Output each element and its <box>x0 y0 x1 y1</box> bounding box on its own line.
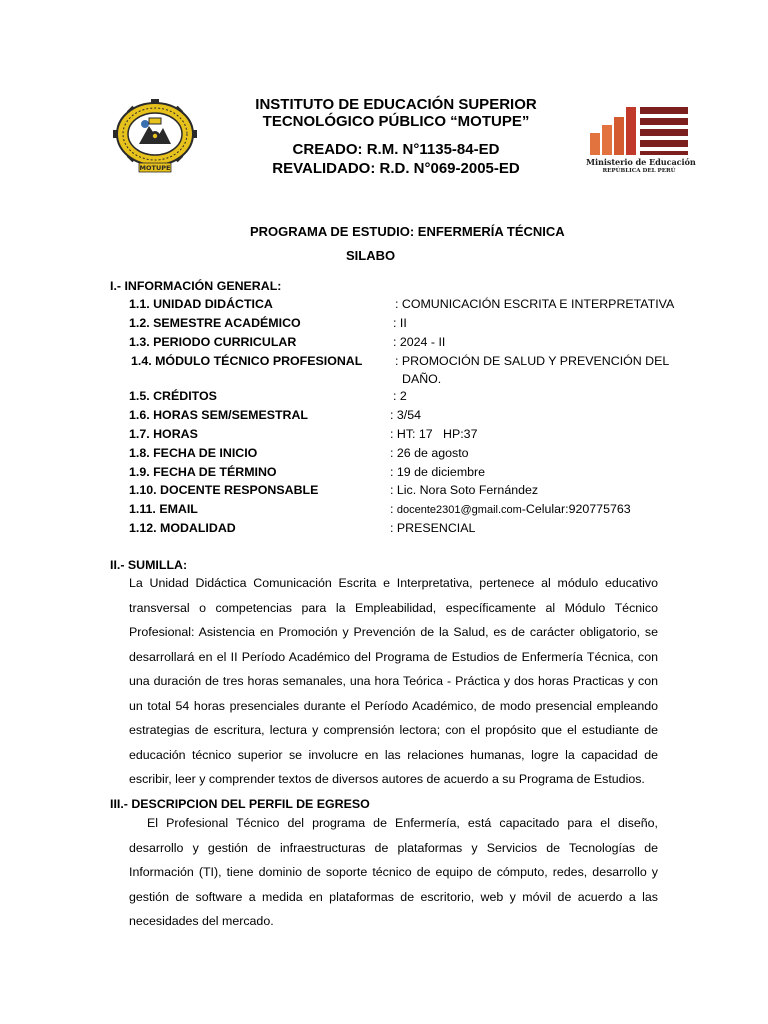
info-label: 1.6. HORAS SEM/SEMESTRAL <box>129 408 309 422</box>
info-value: : docente2301@gmail.com-Celular:920775763 <box>390 502 631 516</box>
email-address: docente2301@gmail.com <box>396 504 522 516</box>
info-value: : II <box>393 316 407 330</box>
institution-name-line2: TECNOLÓGICO PÚBLICO “MOTUPE” <box>262 113 530 130</box>
info-value: : COMUNICACIÓN ESCRITA E INTERPRETATIVA <box>395 297 675 311</box>
institution-name-line1: INSTITUTO DE EDUCACIÓN SUPERIOR <box>255 96 537 113</box>
info-row-horas <box>0 427 768 445</box>
section-general-info-title: I.- INFORMACIÓN GENERAL: <box>110 279 282 293</box>
section-sumilla-title: II.- SUMILLA: <box>110 558 188 572</box>
info-value: : Lic. Nora Soto Fernández <box>390 483 539 497</box>
program-title: PROGRAMA DE ESTUDIO: ENFERMERÍA TÉCNICA <box>250 224 565 239</box>
sumilla-paragraph: La Unidad Didáctica Comunicación Escrita e Interpretativa, pertenece al módulo educativo transversal o competencias para la Empleabilidad, específicamente al Módulo Técnico Profesional: Asistencia en Promoción y Prevención de la Salud, es de carácter obligatorio, se desarrollará en el II Período Académico del Programa de Estudios de Enfermería Técnica, con una duración de tres horas semanales, una hora Teórica - Práctica y dos horas Practicas y con un total 54 horas presenciales durante el Período Académico, de modo presencial empleando estrategias de escritura, lectura y comprensión lectora; con el propósito que el estudiante de educación técnico superior se involucre en las relaciones humanas, logre la capacidad de escribir, leer y comprender textos de diversos autores de acuerdo a su Programa de Estudios. <box>129 576 658 786</box>
info-label: 1.7. HORAS <box>129 427 198 441</box>
info-label: 1.3. PERIODO CURRICULAR <box>129 335 297 349</box>
ministry-bars-icon <box>590 107 688 155</box>
info-value: : 26 de agosto <box>390 446 469 460</box>
info-value: : PROMOCIÓN DE SALUD Y PREVENCIÓN DEL <box>395 354 670 368</box>
info-row-modulo-cont <box>0 372 768 390</box>
info-row-modalidad <box>0 521 768 539</box>
seal-label: MOTUPE <box>139 164 171 172</box>
info-value: : PRESENCIAL <box>390 521 476 535</box>
info-label: 1.4. MÓDULO TÉCNICO PROFESIONAL <box>131 354 363 368</box>
info-row-horas-sem <box>0 408 768 426</box>
info-row-unidad <box>0 297 768 315</box>
syllabus-title: SILABO <box>346 248 396 263</box>
info-label: 1.5. CRÉDITOS <box>129 389 217 403</box>
info-value: : 19 de diciembre <box>390 465 486 479</box>
info-value: : 2 <box>393 389 407 403</box>
info-label: 1.12. MODALIDAD <box>129 521 236 535</box>
info-row-modulo <box>0 354 768 372</box>
info-row-creditos <box>0 389 768 407</box>
section-perfil-title: III.- DESCRIPCION DEL PERFIL DE EGRESO <box>110 797 370 811</box>
ministry-name: Ministerio de Educación <box>586 157 696 167</box>
info-value: : HT: 17 HP:37 <box>390 427 478 441</box>
phone-number: -Celular:920775763 <box>521 502 631 516</box>
info-label: 1.11. EMAIL <box>129 502 198 516</box>
info-label: 1.2. SEMESTRE ACADÉMICO <box>129 316 301 330</box>
info-value: : 2024 - II <box>393 335 446 349</box>
info-row-termino <box>0 465 768 483</box>
info-value: : 3/54 <box>390 408 422 422</box>
info-value-continuation: DAÑO. <box>402 372 442 386</box>
revalidation-resolution: REVALIDADO: R.D. N°069-2005-ED <box>272 160 520 177</box>
info-row-email <box>0 502 768 520</box>
ministry-education-logo <box>586 103 696 179</box>
info-label: 1.9. FECHA DE TÉRMINO <box>129 465 277 479</box>
info-row-semestre <box>0 316 768 334</box>
creation-resolution: CREADO: R.M. N°1135-84-ED <box>292 141 500 158</box>
ministry-country: REPÚBLICA DEL PERÚ <box>602 168 676 174</box>
info-row-periodo <box>0 335 768 353</box>
info-label: 1.8. FECHA DE INICIO <box>129 446 258 460</box>
institute-seal-logo <box>103 99 207 173</box>
info-row-inicio <box>0 446 768 464</box>
perfil-paragraph: El Profesional Técnico del programa de Enfermería, está capacitado para el diseño, desarrollo y gestión de infraestructuras de plataformas y Servicios de Tecnologías de Información (TI), tiene dominio de soporte técnico de equipo de cómputo, redes, desarrollo y gestión de software a medida en plataformas de escritorio, web y móvil de acuerdo a las necesidades del mercado. <box>129 816 658 928</box>
info-label: 1.1. UNIDAD DIDÁCTICA <box>129 297 273 311</box>
info-label: 1.10. DOCENTE RESPONSABLE <box>129 483 319 497</box>
info-row-docente <box>0 483 768 501</box>
